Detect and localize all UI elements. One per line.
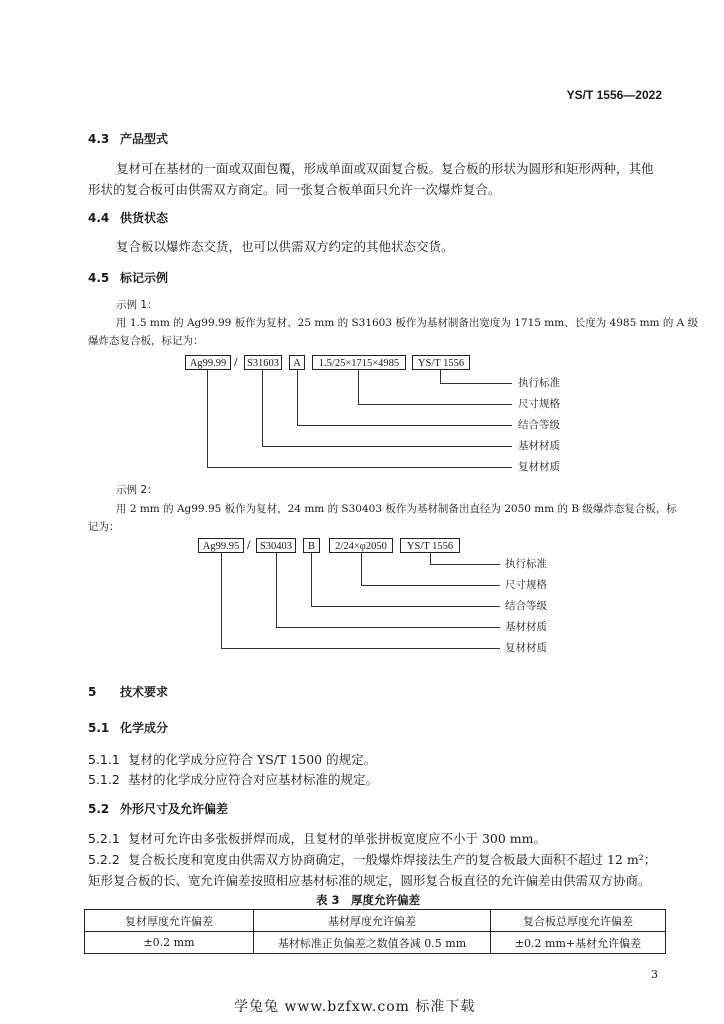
leader-line (361, 553, 362, 585)
table-header-cell: 复材厚度允许偏差 (85, 910, 254, 932)
leader-line (430, 564, 500, 565)
paragraph-line: 复材可在基材的一面或双面包覆，形成单面或双面复合板。复合板的形状为圆形和矩形两种，其他 (116, 161, 654, 176)
clause-5-2-2-continued: 矩形复合板的长、宽允许偏差按照相应基材标准的规定，圆形复合板直径的允许偏差由供需双方协商。 (88, 873, 651, 888)
section-5-heading (88, 683, 168, 700)
mark-box-bond-grade: A (289, 355, 305, 370)
mark-box-clad-material: Ag99.99 (185, 355, 231, 370)
leader-line (440, 370, 441, 383)
example-2-label: 示例 2： (116, 484, 158, 496)
section-number: 4.4 (88, 211, 110, 225)
separator: / (234, 356, 238, 368)
section-number: 4.5 (88, 271, 110, 285)
example-1-label: 示例 1： (116, 299, 158, 311)
annotation-size: 尺寸规格 (505, 579, 547, 591)
table-cell: ±0.2 mm (85, 932, 254, 954)
leader-line (297, 370, 298, 425)
annotation-base-material: 基材材质 (518, 440, 560, 452)
clause-text: 基材的化学成分应符合对应基材标准的规定。 (128, 772, 379, 787)
leader-line (311, 553, 312, 606)
section-5-2-heading (88, 800, 228, 817)
table-cell: ±0.2 mm+基材允许偏差 (491, 932, 666, 954)
section-title: 化学成分 (120, 721, 169, 735)
clause-number: 5.2.1 (88, 831, 120, 846)
section-title: 供货状态 (120, 211, 169, 225)
clause-number: 5.1.1 (88, 752, 120, 767)
section-number: 5 (88, 685, 97, 699)
leader-line (221, 648, 500, 649)
leader-line (262, 446, 512, 447)
mark-box-base-material: S31603 (244, 355, 282, 370)
mark-box-base-material: S30403 (256, 538, 296, 553)
annotation-clad-material: 复材材质 (518, 461, 560, 473)
clause-5-1-2 (88, 770, 378, 788)
table-title: 表 3 厚度允许偏差 (316, 893, 421, 907)
leader-line (276, 553, 277, 627)
paragraph-line: 复合板以爆炸态交货，也可以供需双方约定的其他状态交货。 (116, 239, 454, 254)
mark-box-bond-grade: B (303, 538, 320, 553)
section-number: 5.2 (88, 802, 110, 816)
clause-5-1-1 (88, 750, 376, 768)
leader-line (440, 383, 512, 384)
mark-box-standard: YS/T 1556 (412, 355, 470, 370)
table-row (85, 932, 666, 954)
annotation-bond-grade: 结合等级 (505, 600, 547, 612)
clause-5-2-1 (88, 829, 546, 847)
section-title: 标记示例 (120, 271, 169, 285)
leader-line (276, 627, 500, 628)
standard-code: YS/T 1556—2022 (566, 88, 662, 102)
section-4-5-heading (88, 269, 168, 286)
section-title: 外形尺寸及允许偏差 (120, 802, 229, 816)
leader-line (430, 553, 431, 564)
annotation-bond-grade: 结合等级 (518, 419, 560, 431)
separator: / (247, 539, 251, 551)
annotation-standard: 执行标准 (518, 377, 560, 389)
clause-text: 复材可允许由多张板拼焊而成，且复材的单张拼板宽度应不小于 300 mm。 (128, 831, 547, 846)
annotation-clad-material: 复材材质 (505, 642, 547, 654)
example-1-text: 用 1.5 mm 的 Ag99.99 板作为复材、25 mm 的 S31603 板作为基材制备出宽度为 1715 mm、长度为 4985 mm 的 A 级 (116, 317, 699, 329)
clause-number: 5.1.2 (88, 772, 120, 787)
mark-box-size: 2/24×φ2050 (329, 538, 393, 553)
page-number: 3 (651, 968, 658, 981)
footer-watermark: 学兔兔 www.bzfxw.com 标准下载 (234, 999, 476, 1015)
leader-line (358, 404, 512, 405)
mark-box-clad-material: Ag99.95 (198, 538, 244, 553)
section-number: 4.3 (88, 132, 110, 146)
example-1-text: 爆炸态复合板，标记为： (88, 335, 204, 347)
table-header-cell: 基材厚度允许偏差 (254, 910, 491, 932)
clause-text: 复合板长度和宽度由供需双方协商确定，一般爆炸焊接法生产的复合板最大面积不超过 12 m²； (128, 852, 657, 867)
annotation-base-material: 基材材质 (505, 621, 547, 633)
mark-box-size: 1.5/25×1715×4985 (312, 355, 406, 370)
paragraph-line: 形状的复合板可由供需双方商定。同一张复合板单面只允许一次爆炸复合。 (88, 182, 501, 197)
section-number: 5.1 (88, 721, 110, 735)
annotation-standard: 执行标准 (505, 558, 547, 570)
clause-number: 5.2.2 (88, 852, 120, 867)
clause-text: 复材的化学成分应符合 YS/T 1500 的规定。 (128, 752, 377, 767)
table-header-cell: 复合板总厚度允许偏差 (491, 910, 666, 932)
leader-line (361, 585, 500, 586)
section-4-4-heading (88, 209, 168, 226)
leader-line (221, 553, 222, 648)
leader-line (311, 606, 500, 607)
clause-5-2-2 (88, 850, 656, 868)
leader-line (262, 370, 263, 446)
leader-line (297, 425, 512, 426)
mark-box-standard: YS/T 1556 (400, 538, 460, 553)
section-title: 技术要求 (120, 685, 169, 699)
annotation-size: 尺寸规格 (518, 398, 560, 410)
leader-line (207, 467, 512, 468)
table-cell: 基材标准正负偏差之数值各减 0.5 mm (254, 932, 491, 954)
section-4-3-heading (88, 130, 168, 147)
example-2-text: 记为： (88, 521, 120, 533)
thickness-tolerance-table (84, 909, 666, 954)
example-2-text: 用 2 mm 的 Ag99.95 板作为复材，24 mm 的 S30403 板作为基材制备出直径为 2050 mm 的 B 级爆炸态复合板，标 (116, 503, 677, 515)
section-title: 产品型式 (120, 132, 169, 146)
leader-line (207, 370, 208, 467)
section-5-1-heading (88, 719, 168, 736)
table-header-row (85, 910, 666, 932)
leader-line (358, 370, 359, 404)
